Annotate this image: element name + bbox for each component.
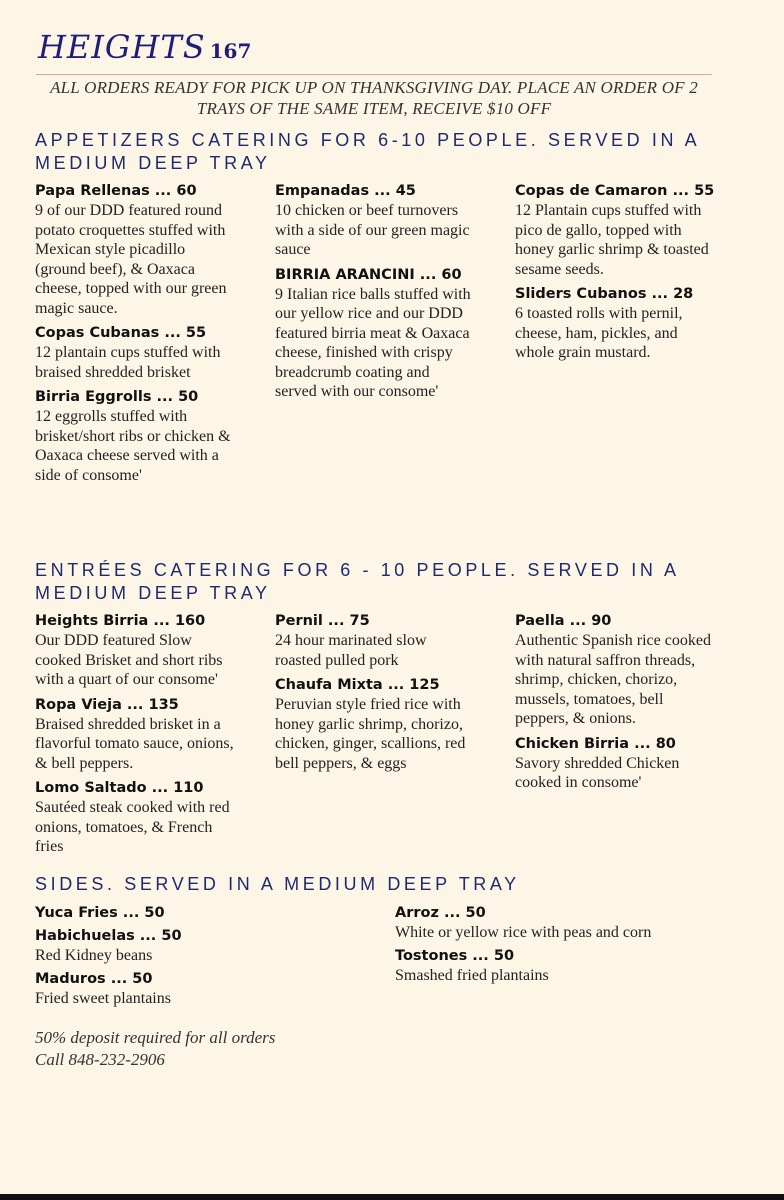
item-name: Copas de Camaron ... 55 (515, 183, 715, 199)
menu-item (35, 388, 235, 485)
item-name: Copas Cubanas ... 55 (35, 325, 207, 341)
sides-column-1 (35, 904, 375, 1012)
brand-name: HEIGHTS (38, 28, 206, 66)
menu-item (515, 285, 715, 363)
item-name: Birria Eggrolls ... 50 (35, 389, 199, 405)
menu-item (35, 324, 235, 382)
menu-item (395, 904, 735, 943)
item-description: Fried sweet plantains (35, 989, 171, 1007)
item-description: Peruvian style fried rice with honey garlic shrimp, chorizo, chicken, ginger, scallions, red bell peppers, & eggs (275, 696, 466, 772)
brand-number: 167 (209, 39, 252, 63)
menu-item (35, 182, 235, 318)
appetizers-section-title: APPETIZERS CATERING FOR 6-10 PEOPLE. SERVED IN A MEDIUM DEEP TRAY (35, 130, 700, 173)
deposit-note: 50% deposit required for all orders (35, 1028, 276, 1047)
item-name: BIRRIA ARANCINI ... 60 (275, 266, 462, 283)
item-description: White or yellow rice with peas and corn (395, 924, 652, 941)
entrees-column-2 (275, 612, 475, 779)
menu-item (35, 779, 235, 857)
item-name: Yuca Fries ... 50 (35, 905, 165, 921)
item-description: 9 Italian rice balls stuffed with our yellow rice and our DDD featured birria meat & Oaxaca cheese, finished with crispy breadcrumb coating and served with our consome' (275, 285, 471, 400)
menu-item (275, 612, 475, 670)
menu-item (35, 612, 235, 690)
item-name: Habichuelas ... 50 (35, 928, 182, 944)
item-name: Paella ... 90 (515, 613, 612, 629)
bottom-edge-bar (0, 1194, 784, 1200)
menu-item (35, 904, 375, 923)
menu-item (275, 676, 475, 773)
item-name: Arroz ... 50 (395, 905, 486, 921)
item-description: Red Kidney beans (35, 947, 153, 964)
item-name: Heights Birria ... 160 (35, 613, 206, 629)
entrees-column-1 (35, 612, 235, 863)
sides-column-2 (395, 904, 735, 989)
item-description: Authentic Spanish rice cooked with natural saffron threads, shrimp, chicken, chorizo, mussels, tomatoes, bell peppers, & onions. (515, 632, 711, 727)
appetizers-column-3 (515, 182, 715, 369)
item-name: Chaufa Mixta ... 125 (275, 677, 440, 693)
menu-item (35, 927, 375, 966)
order-notice: ALL ORDERS READY FOR PICK UP ON THANKSGIVING DAY. PLACE AN ORDER OF 2 TRAYS OF THE SAME ITEM, RECEIVE $10 OFF (50, 78, 698, 118)
item-description: 12 eggrolls stuffed with brisket/short ribs or chicken & Oaxaca cheese served with a side of consome' (35, 408, 231, 484)
item-name: Papa Rellenas ... 60 (35, 183, 197, 199)
menu-item (395, 947, 735, 986)
menu-item (515, 182, 715, 279)
item-description: 24 hour marinated slow roasted pulled pork (275, 632, 427, 669)
menu-item (35, 696, 235, 774)
sides-section-title: SIDES. SERVED IN A MEDIUM DEEP TRAY (35, 874, 520, 894)
menu-item (35, 970, 375, 1009)
item-name: Pernil ... 75 (275, 613, 370, 629)
item-description: Savory shredded Chicken cooked in consome' (515, 754, 680, 791)
header-divider (36, 74, 712, 75)
item-name: Sliders Cubanos ... 28 (515, 286, 694, 302)
item-description: 6 toasted rolls with pernil, cheese, ham, pickles, and whole grain mustard. (515, 305, 683, 361)
appetizers-column-2 (275, 182, 475, 408)
item-description: Sautéed steak cooked with red onions, tomatoes, & French fries (35, 799, 230, 855)
menu-item (515, 735, 715, 793)
menu-item (515, 612, 715, 729)
brand-logo (38, 28, 251, 66)
item-name: Chicken Birria ... 80 (515, 735, 676, 752)
item-name: Tostones ... 50 (395, 947, 515, 964)
item-name: Ropa Vieja ... 135 (35, 696, 179, 713)
phone-number: Call 848-232-2906 (35, 1050, 165, 1069)
appetizers-column-1 (35, 182, 235, 491)
item-description: Braised shredded brisket in a flavorful tomato sauce, onions, & bell peppers. (35, 715, 234, 772)
item-description: 12 plantain cups stuffed with braised shredded brisket (35, 344, 221, 381)
item-description: 10 chicken or beef turnovers with a side of our green magic sauce (275, 202, 470, 258)
item-description: 9 of our DDD featured round potato croquettes stuffed with Mexican style picadillo (ground beef), & Oaxaca cheese, topped with our green magic sauce. (35, 202, 227, 317)
item-description: 12 Plantain cups stuffed with pico de gallo, topped with honey garlic shrimp & toasted sesame seeds. (515, 202, 709, 278)
footer (35, 1027, 275, 1071)
menu-item (275, 266, 475, 402)
item-name: Maduros ... 50 (35, 970, 153, 987)
item-description: Smashed fried plantains (395, 966, 549, 984)
item-name: Empanadas ... 45 (275, 183, 416, 199)
entrees-column-3 (515, 612, 715, 799)
menu-item (275, 182, 475, 260)
entrees-section-title: ENTRÉES CATERING FOR 6 - 10 PEOPLE. SERVED IN A MEDIUM DEEP TRAY (35, 560, 679, 603)
item-description: Our DDD featured Slow cooked Brisket and short ribs with a quart of our consome' (35, 632, 223, 688)
item-name: Lomo Saltado ... 110 (35, 780, 204, 796)
